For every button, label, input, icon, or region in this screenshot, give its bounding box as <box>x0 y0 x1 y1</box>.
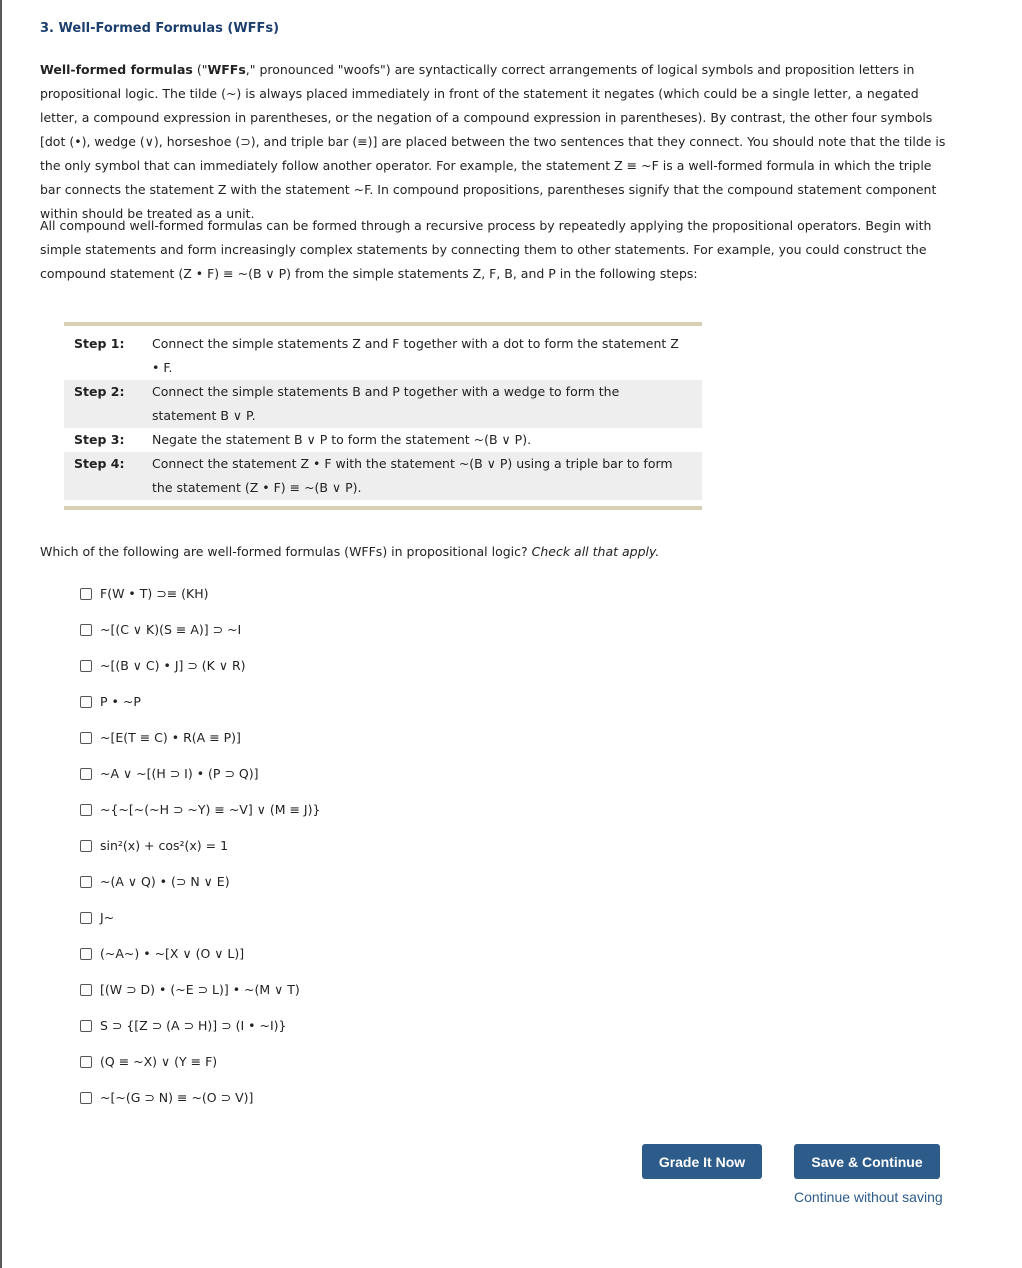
step-row <box>64 332 702 380</box>
checkbox[interactable] <box>80 660 92 672</box>
checkbox[interactable] <box>80 624 92 636</box>
option-item[interactable] <box>80 729 320 765</box>
option-item[interactable] <box>80 1089 320 1125</box>
checkbox[interactable] <box>80 1092 92 1104</box>
option-item[interactable] <box>80 1053 320 1089</box>
option-label: ~[(B ∨ C) • J] ⊃ (K ∨ R) <box>100 658 246 673</box>
step-label: Step 1: <box>74 336 125 351</box>
question-prompt: Which of the following are well-formed formulas (WFFs) in propositional logic? Check all that apply. <box>40 544 660 559</box>
option-label: ~[E(T ≡ C) • R(A ≡ P)] <box>100 730 241 745</box>
option-label: ~A ∨ ~[(H ⊃ I) • (P ⊃ Q)] <box>100 766 259 781</box>
step-text: Connect the simple statements B and P together with a wedge to form the statement B ∨ P. <box>152 384 620 423</box>
term-wffs: WFFs <box>207 62 246 77</box>
option-item[interactable] <box>80 981 320 1017</box>
option-item[interactable] <box>80 657 320 693</box>
option-label: ~(A ∨ Q) • (⊃ N ∨ E) <box>100 874 230 889</box>
step-label: Step 3: <box>74 432 125 447</box>
steps-table <box>64 322 702 510</box>
option-label: ~[~(G ⊃ N) ≡ ~(O ⊃ V)] <box>100 1090 254 1105</box>
option-label: ~{~[~(~H ⊃ ~Y) ≡ ~V] ∨ (M ≡ J)} <box>100 802 321 817</box>
term-wff: Well-formed formulas <box>40 62 193 77</box>
intro-paragraph-2: All compound well-formed formulas can be formed through a recursive process by repeatedly applying the propositional operators. Begin with simple statements and form increasingly complex statements by connecting them to other statements. For example, you could construct the compound statement (Z • F) ≡ ~(B ∨ P) from the simple statements Z, F, B, and P in the following steps: <box>40 218 932 281</box>
option-item[interactable] <box>80 873 320 909</box>
checkbox[interactable] <box>80 696 92 708</box>
checkbox[interactable] <box>80 912 92 924</box>
option-item[interactable] <box>80 801 320 837</box>
option-label: (Q ≡ ~X) ∨ (Y ≡ F) <box>100 1054 218 1069</box>
page-title: 3. Well-Formed Formulas (WFFs) <box>40 21 280 36</box>
option-label: S ⊃ {[Z ⊃ (A ⊃ H)] ⊃ (I • ~I)} <box>100 1018 287 1033</box>
checkbox[interactable] <box>80 588 92 600</box>
option-item[interactable] <box>80 945 320 981</box>
options-list <box>80 585 320 1125</box>
step-label: Step 4: <box>74 456 125 471</box>
option-item[interactable] <box>80 765 320 801</box>
question-hint: Check all that apply. <box>531 544 660 559</box>
option-label: [(W ⊃ D) • (~E ⊃ L)] • ~(M ∨ T) <box>100 982 300 997</box>
checkbox[interactable] <box>80 840 92 852</box>
step-row <box>64 428 702 452</box>
step-label: Step 2: <box>74 384 125 399</box>
option-label: ~[(C ∨ K)(S ≡ A)] ⊃ ~I <box>100 622 242 637</box>
checkbox[interactable] <box>80 732 92 744</box>
step-text: Negate the statement B ∨ P to form the statement ~(B ∨ P). <box>152 432 532 447</box>
option-item[interactable] <box>80 909 320 945</box>
intro-paragraph-1: Well-formed formulas ("WFFs," pronounced "woofs") are syntactically correct arrangements of logical symbols and proposition letters in propositional logic. The tilde (~) is always placed immediately in front of the statement it negates (which could be a single letter, a negated letter, a compound expression in parentheses, or the negation of a compound expression in parentheses). By contrast, the other four symbols [dot (•), wedge (∨), horseshoe (⊃), and triple bar (≡)] are placed between the two sentences that they connect. You should note that the tilde is the only symbol that can immediately follow another operator. For example, the statement Z ≡ ~F is a well-formed formula in which the triple bar connects the statement Z with the statement ~F. In compound propositions, parentheses signify that the compound statement component within should be treated as a unit. <box>40 62 946 221</box>
checkbox[interactable] <box>80 1056 92 1068</box>
checkbox[interactable] <box>80 1020 92 1032</box>
option-label: F(W • T) ⊃≡ (KH) <box>100 586 209 601</box>
checkbox[interactable] <box>80 804 92 816</box>
step-row <box>64 380 702 428</box>
checkbox[interactable] <box>80 876 92 888</box>
step-row <box>64 452 702 500</box>
save-continue-button[interactable]: Save & Continue <box>794 1144 940 1179</box>
checkbox[interactable] <box>80 768 92 780</box>
option-label: P • ~P <box>100 694 141 709</box>
option-item[interactable] <box>80 693 320 729</box>
checkbox[interactable] <box>80 984 92 996</box>
option-item[interactable] <box>80 621 320 657</box>
grade-it-now-button[interactable]: Grade It Now <box>642 1144 762 1179</box>
continue-without-saving-link[interactable]: Continue without saving <box>794 1189 943 1205</box>
option-label: J~ <box>100 910 115 925</box>
option-item[interactable] <box>80 585 320 621</box>
step-text: Connect the simple statements Z and F together with a dot to form the statement Z • F. <box>152 336 679 375</box>
checkbox[interactable] <box>80 948 92 960</box>
option-label: sin²(x) + cos²(x) = 1 <box>100 838 229 853</box>
left-border <box>0 0 2 1268</box>
option-item[interactable] <box>80 837 320 873</box>
option-item[interactable] <box>80 1017 320 1053</box>
step-text: Connect the statement Z • F with the statement ~(B ∨ P) using a triple bar to form the statement (Z • F) ≡ ~(B ∨ P). <box>152 456 673 495</box>
option-label: (~A~) • ~[X ∨ (O ∨ L)] <box>100 946 245 961</box>
